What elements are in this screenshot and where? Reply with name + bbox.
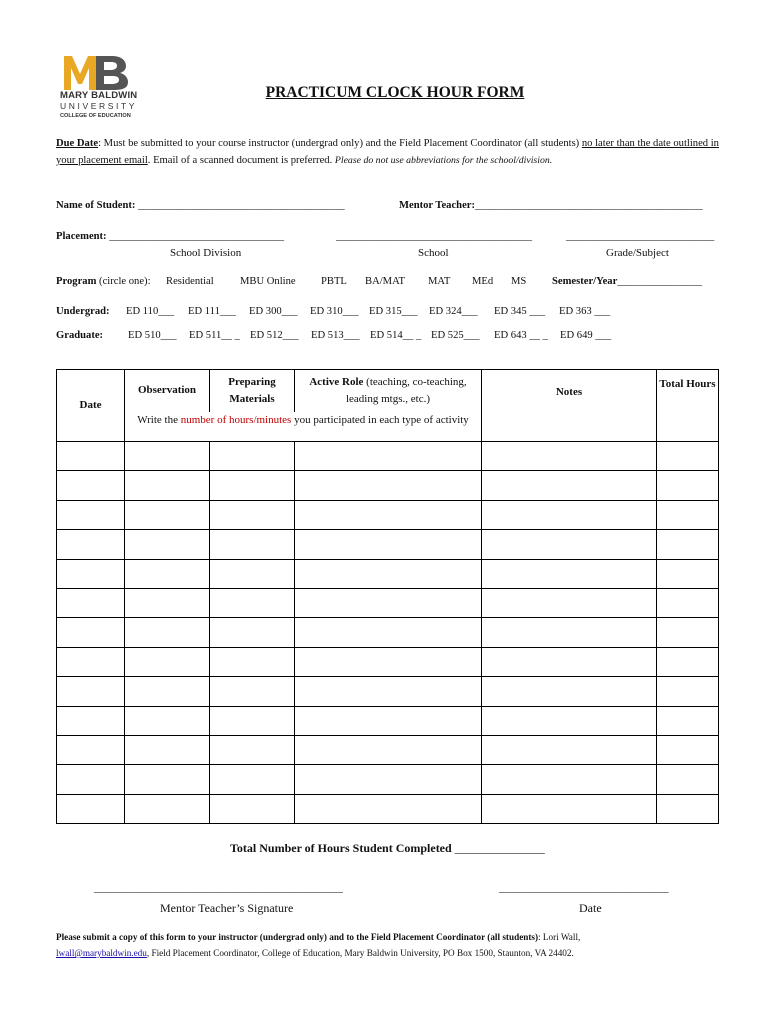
graduate-course[interactable]: ED 512___ (250, 330, 299, 341)
mentor-teacher-line: ___________________________________________ (475, 200, 703, 211)
observation-cell[interactable] (125, 677, 210, 706)
notes-cell[interactable] (482, 735, 657, 764)
total-hours-cell[interactable] (657, 735, 719, 764)
observation-cell[interactable] (125, 442, 210, 471)
table-row (57, 618, 719, 647)
graduate-course[interactable]: ED 514__ _ (370, 330, 422, 341)
active-role-title: Active Role (309, 375, 364, 388)
total-hours-label: Total Number of Hours Student Completed (230, 841, 452, 855)
semester-year-label: Semester/Year (552, 276, 618, 287)
program-label-group (56, 276, 151, 287)
active-role-cell[interactable] (295, 794, 482, 823)
instruction-highlight: number of hours/minutes (180, 413, 292, 426)
program-option[interactable]: PBTL (321, 276, 347, 287)
graduate-course[interactable]: ED 510___ (128, 330, 177, 341)
student-name-field[interactable] (56, 200, 345, 211)
date-cell[interactable] (57, 559, 125, 588)
observation-cell[interactable] (125, 618, 210, 647)
date-cell[interactable] (57, 500, 125, 529)
date-cell[interactable] (57, 530, 125, 559)
mentor-signature-caption: Mentor Teacher’s Signature (160, 901, 294, 915)
mentor-teacher-field[interactable] (399, 200, 703, 211)
hours-log-table (56, 369, 719, 824)
form-title: PRACTICUM CLOCK HOUR FORM (265, 84, 525, 101)
active-role-cell[interactable] (295, 471, 482, 500)
preparing-materials-cell[interactable] (210, 618, 295, 647)
table-row (57, 765, 719, 794)
date-cell[interactable] (57, 706, 125, 735)
graduate-course[interactable]: ED 513___ (311, 330, 360, 341)
student-name-label: Name of Student: (56, 200, 136, 211)
submission-contact: : Lori Wall, (538, 932, 581, 942)
undergrad-course[interactable]: ED 110___ (126, 306, 175, 317)
active-role-cell[interactable] (295, 765, 482, 794)
undergrad-course[interactable]: ED 310___ (310, 306, 359, 317)
preparing-materials-cell[interactable] (210, 442, 295, 471)
active-role-cell[interactable] (295, 500, 482, 529)
graduate-course[interactable]: ED 511__ _ (189, 330, 240, 341)
active-role-cell[interactable] (295, 677, 482, 706)
program-option[interactable]: Residential (166, 276, 214, 287)
active-role-column-header (295, 370, 482, 412)
total-hours-line: _______________ (454, 841, 545, 855)
active-role-cell[interactable] (295, 618, 482, 647)
mentor-signature-line[interactable]: _______________________________________________ (94, 883, 343, 894)
date-cell[interactable] (57, 765, 125, 794)
date-cell[interactable] (57, 735, 125, 764)
observation-cell[interactable] (125, 559, 210, 588)
table-row (57, 471, 719, 500)
preparing-materials-cell[interactable] (210, 677, 295, 706)
preparing-materials-column-header: Preparing Materials (210, 370, 295, 412)
preparing-materials-cell[interactable] (210, 471, 295, 500)
submission-instructions (56, 929, 726, 961)
notes-cell[interactable] (482, 706, 657, 735)
undergrad-label: Undergrad: (56, 306, 110, 317)
date-cell[interactable] (57, 794, 125, 823)
school-division-caption: School Division (170, 247, 242, 259)
notes-cell[interactable] (482, 442, 657, 471)
semester-year-line: ________________ (617, 276, 703, 287)
observation-cell[interactable] (125, 794, 210, 823)
undergrad-course[interactable]: ED 345 ___ (494, 306, 546, 317)
observation-cell[interactable] (125, 588, 210, 617)
observation-cell[interactable] (125, 530, 210, 559)
total-hours-cell[interactable] (657, 794, 719, 823)
preparing-materials-cell[interactable] (210, 706, 295, 735)
program-option[interactable]: BA/MAT (365, 276, 406, 287)
graduate-course[interactable]: ED 649 ___ (560, 330, 612, 341)
logo-text-line1: MARY BALDWIN (60, 90, 138, 101)
notes-cell[interactable] (482, 647, 657, 676)
placement-line-grade[interactable]: ____________________________ (566, 231, 715, 242)
signature-date-caption: Date (579, 901, 602, 915)
school-caption: School (418, 247, 449, 259)
undergrad-course[interactable]: ED 300___ (249, 306, 298, 317)
table-row (57, 588, 719, 617)
due-date-label: Due Date (56, 138, 99, 149)
notes-cell[interactable] (482, 588, 657, 617)
coordinator-email-link[interactable]: lwall@marybaldwin.edu (56, 948, 147, 958)
table-row (57, 647, 719, 676)
table-row (57, 794, 719, 823)
mentor-teacher-label: Mentor Teacher: (399, 200, 476, 211)
graduate-course[interactable]: ED 525___ (431, 330, 480, 341)
undergrad-course[interactable]: ED 324___ (429, 306, 478, 317)
date-cell[interactable] (57, 588, 125, 617)
program-option[interactable]: MBU Online (240, 276, 296, 287)
active-role-cell[interactable] (295, 559, 482, 588)
preparing-materials-cell[interactable] (210, 735, 295, 764)
observation-cell[interactable] (125, 647, 210, 676)
graduate-label: Graduate: (56, 330, 104, 341)
due-date-instructions (56, 135, 726, 169)
graduate-course[interactable]: ED 643 __ _ (494, 330, 548, 341)
notes-cell[interactable] (482, 530, 657, 559)
student-name-line: _______________________________________ (138, 200, 345, 211)
placement-label: Placement: (56, 231, 107, 242)
active-role-examples: (teaching, co-teaching, leading mtgs., etc.) (345, 375, 467, 405)
preparing-materials-cell[interactable] (210, 530, 295, 559)
notes-cell[interactable] (482, 765, 657, 794)
total-hours-cell[interactable] (657, 677, 719, 706)
notes-cell[interactable] (482, 559, 657, 588)
logo-text-line2: UNIVERSITY (60, 101, 138, 111)
instruction-post: you participated in each type of activity (291, 413, 469, 426)
abbreviation-note: Please do not use abbreviations for the school/division. (334, 155, 553, 166)
table-row (57, 706, 719, 735)
notes-cell[interactable] (482, 618, 657, 647)
date-cell[interactable] (57, 677, 125, 706)
preparing-materials-cell[interactable] (210, 794, 295, 823)
preparing-materials-cell[interactable] (210, 647, 295, 676)
observation-cell[interactable] (125, 706, 210, 735)
observation-column-header: Observation (125, 370, 210, 412)
program-option[interactable]: MAT (428, 276, 451, 287)
table-row (57, 442, 719, 471)
program-label: Program (56, 276, 97, 287)
total-hours-column-header: Total Hours (657, 370, 719, 442)
active-role-cell[interactable] (295, 735, 482, 764)
total-hours-cell[interactable] (657, 618, 719, 647)
total-hours-cell[interactable] (657, 442, 719, 471)
notes-cell[interactable] (482, 471, 657, 500)
date-cell[interactable] (57, 647, 125, 676)
table-row (57, 530, 719, 559)
program-option[interactable]: MEd (472, 276, 494, 287)
undergrad-course[interactable]: ED 111___ (188, 306, 236, 317)
logo-text-line3: COLLEGE OF EDUCATION (60, 113, 131, 119)
grade-subject-caption: Grade/Subject (606, 247, 669, 259)
total-hours-cell[interactable] (657, 530, 719, 559)
notes-cell[interactable] (482, 500, 657, 529)
date-cell[interactable] (57, 471, 125, 500)
undergrad-course[interactable]: ED 315___ (369, 306, 418, 317)
signature-date-line[interactable]: ________________________________ (499, 883, 669, 894)
table-row (57, 559, 719, 588)
active-role-cell[interactable] (295, 588, 482, 617)
preparing-materials-cell[interactable] (210, 500, 295, 529)
date-cell[interactable] (57, 442, 125, 471)
placement-line-division: _________________________________ (109, 231, 285, 242)
notes-cell[interactable] (482, 677, 657, 706)
observation-cell[interactable] (125, 735, 210, 764)
placement-field[interactable] (56, 231, 284, 242)
preparing-materials-cell[interactable] (210, 765, 295, 794)
notes-cell[interactable] (482, 794, 657, 823)
total-hours-cell[interactable] (657, 559, 719, 588)
notes-column-header: Notes (482, 370, 657, 442)
observation-cell[interactable] (125, 765, 210, 794)
active-role-cell[interactable] (295, 706, 482, 735)
observation-cell[interactable] (125, 471, 210, 500)
coordinator-address: , Field Placement Coordinator, College of Education, Mary Baldwin University, PO Box 1500, Staunton, VA 24402. (146, 948, 574, 958)
observation-cell[interactable] (125, 500, 210, 529)
due-date-text-2: . Email of a scanned document is preferred. (147, 155, 335, 166)
table-row (57, 677, 719, 706)
active-role-cell[interactable] (295, 442, 482, 471)
program-option[interactable]: MS (511, 276, 527, 287)
semester-year-field[interactable] (552, 276, 702, 287)
placement-line-school[interactable]: _____________________________________ (336, 231, 532, 242)
total-hours-cell[interactable] (657, 765, 719, 794)
table-row (57, 735, 719, 764)
total-hours-field[interactable] (230, 841, 545, 856)
date-column-header: Date (57, 370, 125, 442)
program-hint: (circle one): (96, 276, 151, 287)
due-date-deadline: no later than the date outlined in your placement email (56, 138, 719, 166)
instruction-pre: Write the (137, 413, 181, 426)
due-date-text: : Must be submitted to your course instructor (undergrad only) and the Field Placement Coordinator (all students) (98, 138, 582, 149)
preparing-materials-cell[interactable] (210, 559, 295, 588)
table-row (57, 500, 719, 529)
date-cell[interactable] (57, 618, 125, 647)
active-role-cell[interactable] (295, 647, 482, 676)
total-hours-cell[interactable] (657, 500, 719, 529)
preparing-materials-cell[interactable] (210, 588, 295, 617)
undergrad-course[interactable]: ED 363 ___ (559, 306, 611, 317)
active-role-cell[interactable] (295, 530, 482, 559)
total-hours-cell[interactable] (657, 647, 719, 676)
total-hours-cell[interactable] (657, 706, 719, 735)
total-hours-cell[interactable] (657, 588, 719, 617)
total-hours-cell[interactable] (657, 471, 719, 500)
activity-instruction (125, 412, 482, 442)
submission-instructions-bold: Please submit a copy of this form to your instructor (undergrad only) and to the Field Placement Coordinator (all students) (56, 932, 539, 942)
